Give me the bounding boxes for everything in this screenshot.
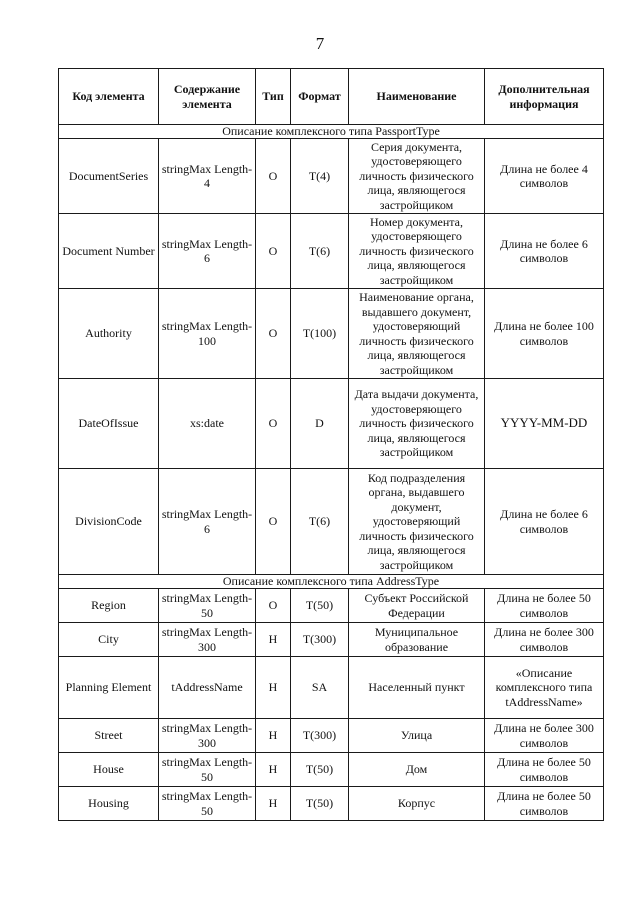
cell-content: stringMax Length-6 [159, 469, 256, 575]
table-row [59, 214, 604, 289]
cell-extra: Длина не более 300 символов [485, 623, 604, 657]
cell-type: О [256, 469, 291, 575]
section-title: Описание комплексного типа PassportType [59, 125, 604, 139]
cell-extra: Длина не более 50 символов [485, 589, 604, 623]
cell-name: Номер документа, удостоверяющего личность физического лица, являющегося застройщиком [349, 214, 485, 289]
cell-type: О [256, 289, 291, 379]
table-row [59, 623, 604, 657]
table-row [59, 657, 604, 719]
cell-code: Document Number [59, 214, 159, 289]
cell-code: City [59, 623, 159, 657]
cell-type: Н [256, 753, 291, 787]
cell-name: Корпус [349, 787, 485, 821]
cell-format: T(6) [291, 214, 349, 289]
cell-name: Наименование органа, выдавшего документ, удостоверяющий личность физического лица, являющегося застройщиком [349, 289, 485, 379]
cell-content: stringMax Length-6 [159, 214, 256, 289]
element-spec-table [58, 68, 604, 821]
cell-type: О [256, 589, 291, 623]
cell-code: DivisionCode [59, 469, 159, 575]
cell-content: stringMax Length-100 [159, 289, 256, 379]
header-code: Код элемента [59, 69, 159, 125]
cell-extra: «Описание комплексного типа tAddressName» [485, 657, 604, 719]
cell-type: Н [256, 719, 291, 753]
header-extra: Дополнительная информация [485, 69, 604, 125]
cell-extra: YYYY-MM-DD [485, 379, 604, 469]
table-row [59, 719, 604, 753]
header-content: Содержание элемента [159, 69, 256, 125]
table-header-row [59, 69, 604, 125]
cell-name: Дом [349, 753, 485, 787]
table-row [59, 753, 604, 787]
cell-name: Муниципальное образование [349, 623, 485, 657]
header-type: Тип [256, 69, 291, 125]
cell-format: T(4) [291, 139, 349, 214]
cell-code: Housing [59, 787, 159, 821]
cell-type: О [256, 139, 291, 214]
cell-code: Street [59, 719, 159, 753]
cell-name: Код подразделения органа, выдавшего документ, удостоверяющий личность физического лица, являющегося застройщиком [349, 469, 485, 575]
cell-extra: Длина не более 300 символов [485, 719, 604, 753]
page-number: 7 [315, 34, 325, 53]
table-row [59, 589, 604, 623]
section-row [59, 125, 604, 139]
cell-code: House [59, 753, 159, 787]
cell-name: Дата выдачи документа, удостоверяющего личность физического лица, являющегося застройщиком [349, 379, 485, 469]
cell-content: xs:date [159, 379, 256, 469]
section-row [59, 575, 604, 589]
cell-extra: Длина не более 50 символов [485, 787, 604, 821]
cell-format: T(50) [291, 787, 349, 821]
cell-extra: Длина не более 100 символов [485, 289, 604, 379]
cell-format: SA [291, 657, 349, 719]
cell-code: Region [59, 589, 159, 623]
cell-code: Authority [59, 289, 159, 379]
table-row [59, 289, 604, 379]
cell-type: О [256, 214, 291, 289]
cell-content: stringMax Length-4 [159, 139, 256, 214]
cell-name: Субъект Российской Федерации [349, 589, 485, 623]
cell-content: stringMax Length-50 [159, 589, 256, 623]
cell-extra: Длина не более 6 символов [485, 469, 604, 575]
table-row [59, 469, 604, 575]
cell-type: Н [256, 623, 291, 657]
cell-format: T(300) [291, 623, 349, 657]
cell-extra: Длина не более 4 символов [485, 139, 604, 214]
table-row [59, 139, 604, 214]
cell-format: T(6) [291, 469, 349, 575]
cell-code: DateOfIssue [59, 379, 159, 469]
cell-content: tAddressName [159, 657, 256, 719]
cell-type: Н [256, 657, 291, 719]
section-title: Описание комплексного типа AddressType [59, 575, 604, 589]
cell-content: stringMax Length-300 [159, 719, 256, 753]
cell-type: Н [256, 787, 291, 821]
cell-extra: Длина не более 50 символов [485, 753, 604, 787]
table-row [59, 379, 604, 469]
cell-format: T(50) [291, 589, 349, 623]
cell-name: Улица [349, 719, 485, 753]
cell-type: О [256, 379, 291, 469]
cell-format: T(300) [291, 719, 349, 753]
cell-name: Населенный пункт [349, 657, 485, 719]
cell-content: stringMax Length-50 [159, 787, 256, 821]
cell-code: Planning Element [59, 657, 159, 719]
cell-name: Серия документа, удостоверяющего личность физического лица, являющегося застройщиком [349, 139, 485, 214]
cell-format: D [291, 379, 349, 469]
header-name: Наименование [349, 69, 485, 125]
table-row [59, 787, 604, 821]
cell-code: DocumentSeries [59, 139, 159, 214]
cell-extra: Длина не более 6 символов [485, 214, 604, 289]
cell-content: stringMax Length-300 [159, 623, 256, 657]
cell-content: stringMax Length-50 [159, 753, 256, 787]
header-format: Формат [291, 69, 349, 125]
cell-format: T(50) [291, 753, 349, 787]
cell-format: T(100) [291, 289, 349, 379]
